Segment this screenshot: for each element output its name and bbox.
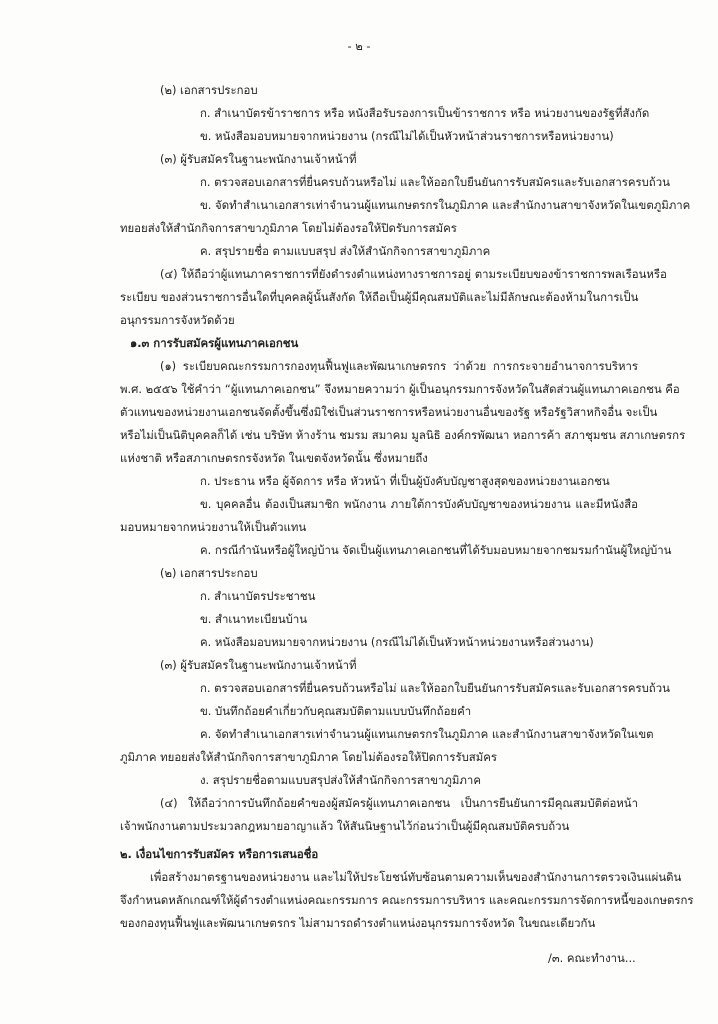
section-heading-1-3: ๑.๓ การรับสมัครผู้แทนภาคเอกชน xyxy=(130,336,299,350)
text-line: หรือไม่เป็นนิติบุคคลก็ได้ เช่น บริษัท ห้างร้าน ชมรม สมาคม มูลนิธิ องค์กรพัฒนา หอการค้า สภาชุมชน สภาเกษตรกร xyxy=(120,428,686,442)
paragraph-4-line: (๔) ให้ถือว่าการบันทึกถ้อยคำของผู้สมัครผู้แทนภาคเอกชน เป็นการยืนยันการมีคุณสมบัติต่อหน้า xyxy=(160,796,638,810)
paragraph-1-line: (๑) ระเบียบคณะกรรมการกองทุนฟื้นฟูและพัฒนาเกษตรกร ว่าด้วย การกระจายอำนาจการบริหาร xyxy=(160,359,638,373)
list-item: ข. บันทึกถ้อยคำเกี่ยวกับคุณสมบัติตามแบบบันทึกถ้อยคำ xyxy=(200,704,472,718)
text-line: เจ้าพนักงานตามประมวลกฎหมายอาญาแล้ว ให้สันนิษฐานไว้ก่อนว่าเป็นผู้มีคุณสมบัติครบถ้วน xyxy=(120,819,570,833)
text-line: ระเบียบ ของส่วนราชการอื่นใดที่บุคคลผู้นั้นสังกัด ให้ถือเป็นผู้มีคุณสมบัติและไม่มีลักษณะต้องห้ามในการเป็น xyxy=(120,290,639,304)
list-item: ค. สรุปรายชื่อ ตามแบบสรุป ส่งให้สำนักกิจการสาขาภูมิภาค xyxy=(200,244,491,258)
heading-officer-3: (๓) ผู้รับสมัครในฐานะพนักงานเจ้าหน้าที่ xyxy=(160,152,357,166)
list-item: ค. กรณีกำนันหรือผู้ใหญ่บ้าน จัดเป็นผู้แทนภาคเอกชนที่ได้รับมอบหมายจากชมรมกำนันผู้ใหญ่บ้าน xyxy=(200,543,672,557)
list-item: ก. ตรวจสอบเอกสารที่ยื่นครบถ้วนหรือไม่ และให้ออกใบยืนยันการรับสมัครและรับเอกสารครบถ้วน xyxy=(200,681,670,695)
section-heading-2: ๒. เงื่อนไขการรับสมัคร หรือการเสนอชื่อ xyxy=(120,847,319,861)
heading-documents-2: (๒) เอกสารประกอบ xyxy=(160,83,258,97)
list-item: ก. ประธาน หรือ ผู้จัดการ หรือ หัวหน้า ที่เป็นผู้บังคับบัญชาสูงสุดของหน่วยงานเอกชน xyxy=(200,474,610,488)
text-line: ของกองทุนฟื้นฟูและพัฒนาเกษตรกร ไม่สามารถดำรงตำแหน่งอนุกรรมการจังหวัด ในขณะเดียวกัน xyxy=(120,916,596,930)
list-item: ข. หนังสือมอบหมายจากหน่วยงาน (กรณีไม่ได้เป็นหัวหน้าส่วนราชการหรือหน่วยงาน) xyxy=(200,129,614,143)
heading-officer-3: (๓) ผู้รับสมัครในฐานะพนักงานเจ้าหน้าที่ xyxy=(160,658,357,672)
paragraph-line: เพื่อสร้างมาตรฐานของหน่วยงาน และไม่ให้ประโยชน์ทับซ้อนตามความเห็นของสำนักงานการตรวจเงินแผ่นดิน xyxy=(150,870,682,884)
page-footer-continuation: /๓. คณะทำงาน... xyxy=(548,951,636,965)
text-line: อนุกรรมการจังหวัดด้วย xyxy=(120,313,235,327)
list-item: ก. สำเนาบัตรประชาชน xyxy=(200,589,316,603)
list-item: ค. จัดทำสำเนาเอกสารเท่าจำนวนผู้แทนเกษตรกรในภูมิภาค และสำนักงานสาขาจังหวัดในเขต xyxy=(200,727,654,741)
page-number: - ๒ - xyxy=(347,39,371,53)
text-line: แห่งชาติ หรือสภาเกษตรกรจังหวัด ในเขตจังหวัดนั้น ซึ่งหมายถึง xyxy=(120,451,428,465)
text-line: มอบหมายจากหน่วยงานให้เป็นตัวแทน xyxy=(120,520,307,534)
list-item: ข. สำเนาทะเบียนบ้าน xyxy=(200,612,308,626)
text-line: ตัวแทนของหน่วยงานเอกชนจัดตั้งขึ้นซึ่งมิใช่เป็นส่วนราชการหรือหน่วยงานอื่นของรัฐ หรือรัฐวิสาหกิจอื่น จะเป็น xyxy=(120,405,658,419)
text-line: พ.ศ. ๒๕๕๖ ใช้คำว่า “ผู้แทนภาคเอกชน” จึงหมายความว่า ผู้เป็นอนุกรรมการจังหวัดในสัดส่วนผู้แทนภาคเอกชน คือ xyxy=(120,382,680,396)
list-item: ก. ตรวจสอบเอกสารที่ยื่นครบถ้วนหรือไม่ และให้ออกใบยืนยันการรับสมัครและรับเอกสารครบถ้วน xyxy=(200,175,670,189)
list-item: ข. จัดทำสำเนาเอกสารเท่าจำนวนผู้แทนเกษตรกรในภูมิภาค และสำนักงานสาขาจังหวัดในเขตภูมิภาค xyxy=(200,198,691,212)
heading-documents-2: (๒) เอกสารประกอบ xyxy=(160,566,258,580)
list-item: ก. สำเนาบัตรข้าราชการ หรือ หนังสือรับรองการเป็นข้าราชการ หรือ หน่วยงานของรัฐที่สังกัด xyxy=(200,106,650,120)
list-item: ข. บุคคลอื่น ต้องเป็นสมาชิก พนักงาน ภายใต้การบังคับบัญชาของหน่วยงาน และมีหนังสือ xyxy=(200,497,638,511)
text-line: จึงกำหนดหลักเกณฑ์ให้ผู้ดำรงตำแหน่งคณะกรรมการ คณะกรรมการบริหาร และคณะกรรมการจัดการหนี้ของเกษตรกร xyxy=(120,893,694,907)
list-item: ค. หนังสือมอบหมายจากหน่วยงาน (กรณีไม่ได้เป็นหัวหน้าหน่วยงานหรือส่วนงาน) xyxy=(200,635,594,649)
list-item: ง. สรุปรายชื่อตามแบบสรุปส่งให้สำนักกิจการสาขาภูมิภาค xyxy=(200,773,481,787)
text-line: ทยอยส่งให้สำนักกิจการสาขาภูมิภาค โดยไม่ต้องรอให้ปิดรับการสมัคร xyxy=(120,221,457,235)
paragraph-4-line: (๔) ให้ถือว่าผู้แทนภาคราชการที่ยังดำรงตำแหน่งทางราชการอยู่ ตามระเบียบของข้าราชการพลเรือนหรือ xyxy=(160,267,667,281)
text-line: ภูมิภาค ทยอยส่งให้สำนักกิจการสาขาภูมิภาค โดยไม่ต้องรอให้ปิดการรับสมัคร xyxy=(120,750,497,764)
